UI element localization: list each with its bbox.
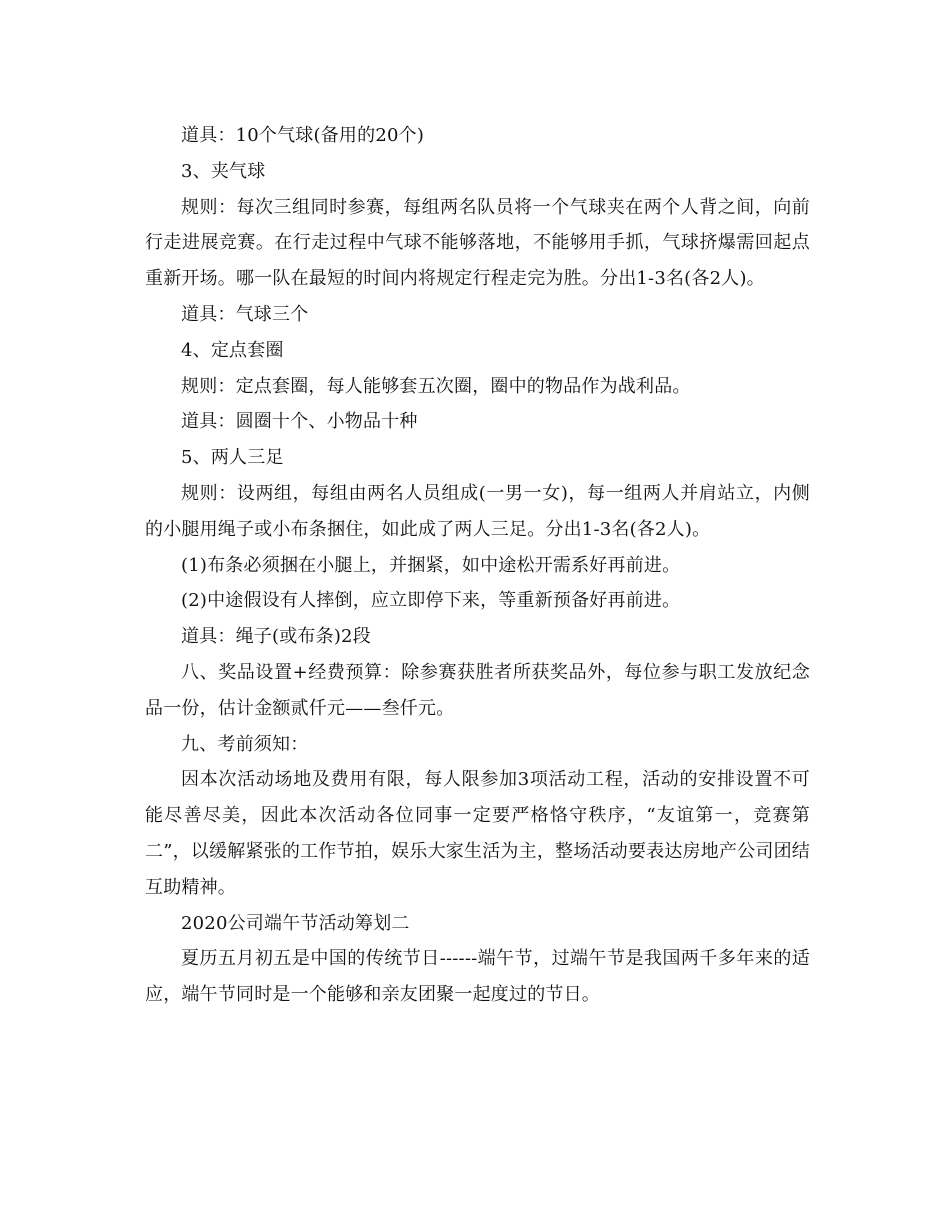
paragraph-prizes-budget: 八、奖品设置+经费预算：除参赛获胜者所获奖品外，每位参与职工发放纪念品一份，估计金额贰仟元——叁仟元。 — [145, 661, 810, 719]
heading-three-legged: 5、两人三足 — [181, 447, 284, 469]
paragraph-three-legged-note-2: (2)中途假设有人摔倒，应立即停下来，等重新预备好再前进。 — [181, 590, 681, 612]
paragraph-ring-toss-rules: 规则：定点套圈，每人能够套五次圈，圈中的物品作为战利品。 — [181, 375, 691, 397]
document-body — [145, 118, 810, 1013]
paragraph-clip-balloon-rules: 规则：每次三组同时参赛，每组两名队员将一个气球夹在两个人背之间，向前行走进展竞赛。在行走过程中气球不能够落地，不能够用手抓，气球挤爆需回起点重新开场。哪一队在最短的时间内将规定行程走完为胜。分出1-3名(各2人)。 — [145, 196, 810, 290]
paragraph-plan-two-intro: 夏历五月初五是中国的传统节日------端午节，过端午节是我国两千多年来的适应，端午节同时是一个能够和亲友团聚一起度过的节日。 — [145, 948, 810, 1006]
paragraph-three-legged-note-1: (1)布条必须捆在小腿上，并捆紧，如中途松开需系好再前进。 — [181, 554, 681, 576]
paragraph-three-legged-rules: 规则：设两组，每组由两名人员组成(一男一女)，每一组两人并肩站立，内侧的小腿用绳子或小布条捆住，如此成了两人三足。分出1-3名(各2人)。 — [145, 482, 810, 540]
paragraph-props-balloons: 道具：10个气球(备用的20个) — [181, 125, 425, 146]
paragraph-ring-toss-props: 道具：圆圈十个、小物品十种 — [181, 411, 418, 433]
heading-clip-balloon: 3、夹气球 — [181, 160, 266, 182]
heading-notices: 九、考前须知： — [181, 733, 309, 755]
paragraph-clip-balloon-props: 道具：气球三个 — [181, 303, 309, 325]
heading-ring-toss: 4、定点套圈 — [181, 339, 284, 361]
paragraph-notices-body: 因本次活动场地及费用有限，每人限参加3项活动工程，活动的安排设置不可能尽善尽美，因此本次活动各位同事一定要严格恪守秩序，“友谊第一，竞赛第二”，以缓解紧张的工作节拍，娱乐大家生活为主，整场活动要表达房地产公司团结互助精神。 — [145, 769, 810, 898]
heading-plan-two: 2020公司端午节活动筹划二 — [181, 912, 410, 934]
paragraph-three-legged-props: 道具：绳子(或布条)2段 — [181, 626, 371, 648]
